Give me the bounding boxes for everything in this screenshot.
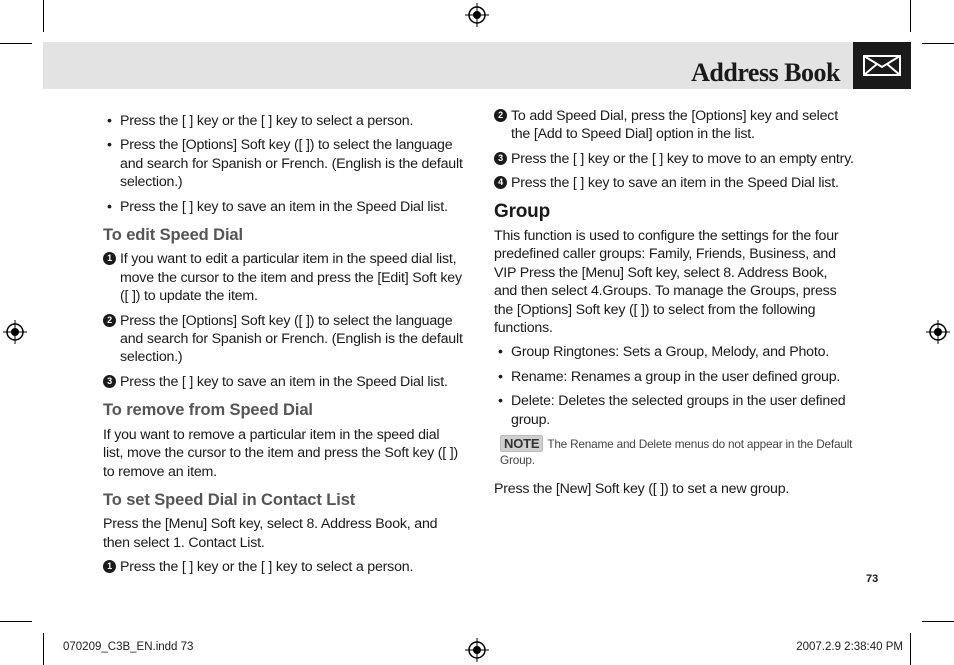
list-item: • Press the [ ] key or the [ ] key to select a person. xyxy=(107,112,463,130)
step-number: 4 xyxy=(494,176,507,189)
footer-timestamp: 2007.2.9 2:38:40 PM xyxy=(796,641,903,653)
step-text: To add Speed Dial, press the [Options] key and select the [Add to Speed Dial] option in the list. xyxy=(511,108,838,143)
step-number: 3 xyxy=(103,375,116,388)
note-box xyxy=(500,435,854,468)
page-number: 73 xyxy=(866,573,879,585)
step-item xyxy=(103,250,463,305)
step-item xyxy=(103,373,463,391)
section-heading-edit: To edit Speed Dial xyxy=(103,226,243,245)
list-item: • Group Ringtones: Sets a Group, Melody, and Photo. xyxy=(498,343,854,361)
list-item: • Rename: Renames a group in the user defined group. xyxy=(498,368,854,386)
step-text: Press the [ ] key to save an item in the Speed Dial list. xyxy=(511,175,839,192)
crop-mark xyxy=(43,0,44,32)
crop-mark xyxy=(0,621,32,622)
step-text: Press the [ ] key to save an item in the Speed Dial list. xyxy=(120,373,448,390)
page-title: Address Book xyxy=(691,58,840,87)
step-text: Press the [ ] key or the [ ] key to select a person. xyxy=(120,559,414,576)
envelope-icon xyxy=(862,54,902,77)
paragraph: Press the [New] Soft key ([ ]) to set a new group. xyxy=(494,481,790,498)
step-number: 3 xyxy=(494,152,507,165)
step-text: Press the [ ] key or the [ ] key to move to an empty entry. xyxy=(511,150,854,167)
section-heading-remove: To remove from Speed Dial xyxy=(103,401,313,420)
paragraph: If you want to remove a particular item in the speed dial list, move the cursor to the item and press the Soft key ([ ]) to remove an item. xyxy=(103,426,459,480)
crop-mark xyxy=(922,621,954,622)
section-heading-group: Group xyxy=(494,200,550,222)
registration-mark-icon xyxy=(465,638,489,662)
crop-mark xyxy=(910,0,911,32)
step-number: 2 xyxy=(103,314,116,327)
note-text: The Rename and Delete menus do not appear in the Default Group. xyxy=(500,437,853,468)
paragraph: This function is used to configure the settings for the four predefined caller groups: Family, Friends, Business, and VIP Press the [Menu] Soft key, select 8. Address Book, and then select 4.Groups. To manage the Groups, press the [Options] Soft key ([ ]) to select from the following functions. xyxy=(494,228,839,337)
step-number: 1 xyxy=(103,560,116,573)
list-item: • Press the [ ] key to save an item in the Speed Dial list. xyxy=(107,198,463,216)
list-item: • Delete: Deletes the selected groups in the user defined group. xyxy=(498,392,854,429)
crop-mark xyxy=(910,633,911,665)
registration-mark-icon xyxy=(3,320,27,344)
crop-mark xyxy=(922,43,954,44)
step-item xyxy=(494,174,854,192)
section-heading-contact: To set Speed Dial in Contact List xyxy=(103,490,356,509)
step-item xyxy=(494,107,854,144)
footer-file: 070209_C3B_EN.indd 73 xyxy=(63,641,194,653)
step-text: If you want to edit a particular item in the speed dial list, move the cursor to the item and press the [Edit] Soft key ([ ]) to update the item. xyxy=(120,251,462,305)
crop-mark xyxy=(43,633,44,665)
registration-mark-icon xyxy=(926,320,950,344)
step-number: 2 xyxy=(494,109,507,122)
step-item xyxy=(103,558,463,576)
step-number: 1 xyxy=(103,252,116,265)
left-column xyxy=(103,112,463,583)
header-icon-box xyxy=(853,42,911,89)
step-item xyxy=(103,312,463,367)
step-item xyxy=(494,150,854,168)
list-item: • Press the [Options] Soft key ([ ]) to select the language and search for Spanish or French. (English is the default selection.) xyxy=(107,136,463,191)
crop-mark xyxy=(0,43,32,44)
right-column xyxy=(494,107,854,505)
note-tag: NOTE xyxy=(500,435,543,452)
paragraph: Press the [Menu] Soft key, select 8. Address Book, and then select 1. Contact List. xyxy=(103,516,438,551)
step-text: Press the [Options] Soft key ([ ]) to select the language and search for Spanish or French. (English is the default selection.) xyxy=(120,312,463,366)
registration-mark-icon xyxy=(465,3,489,27)
